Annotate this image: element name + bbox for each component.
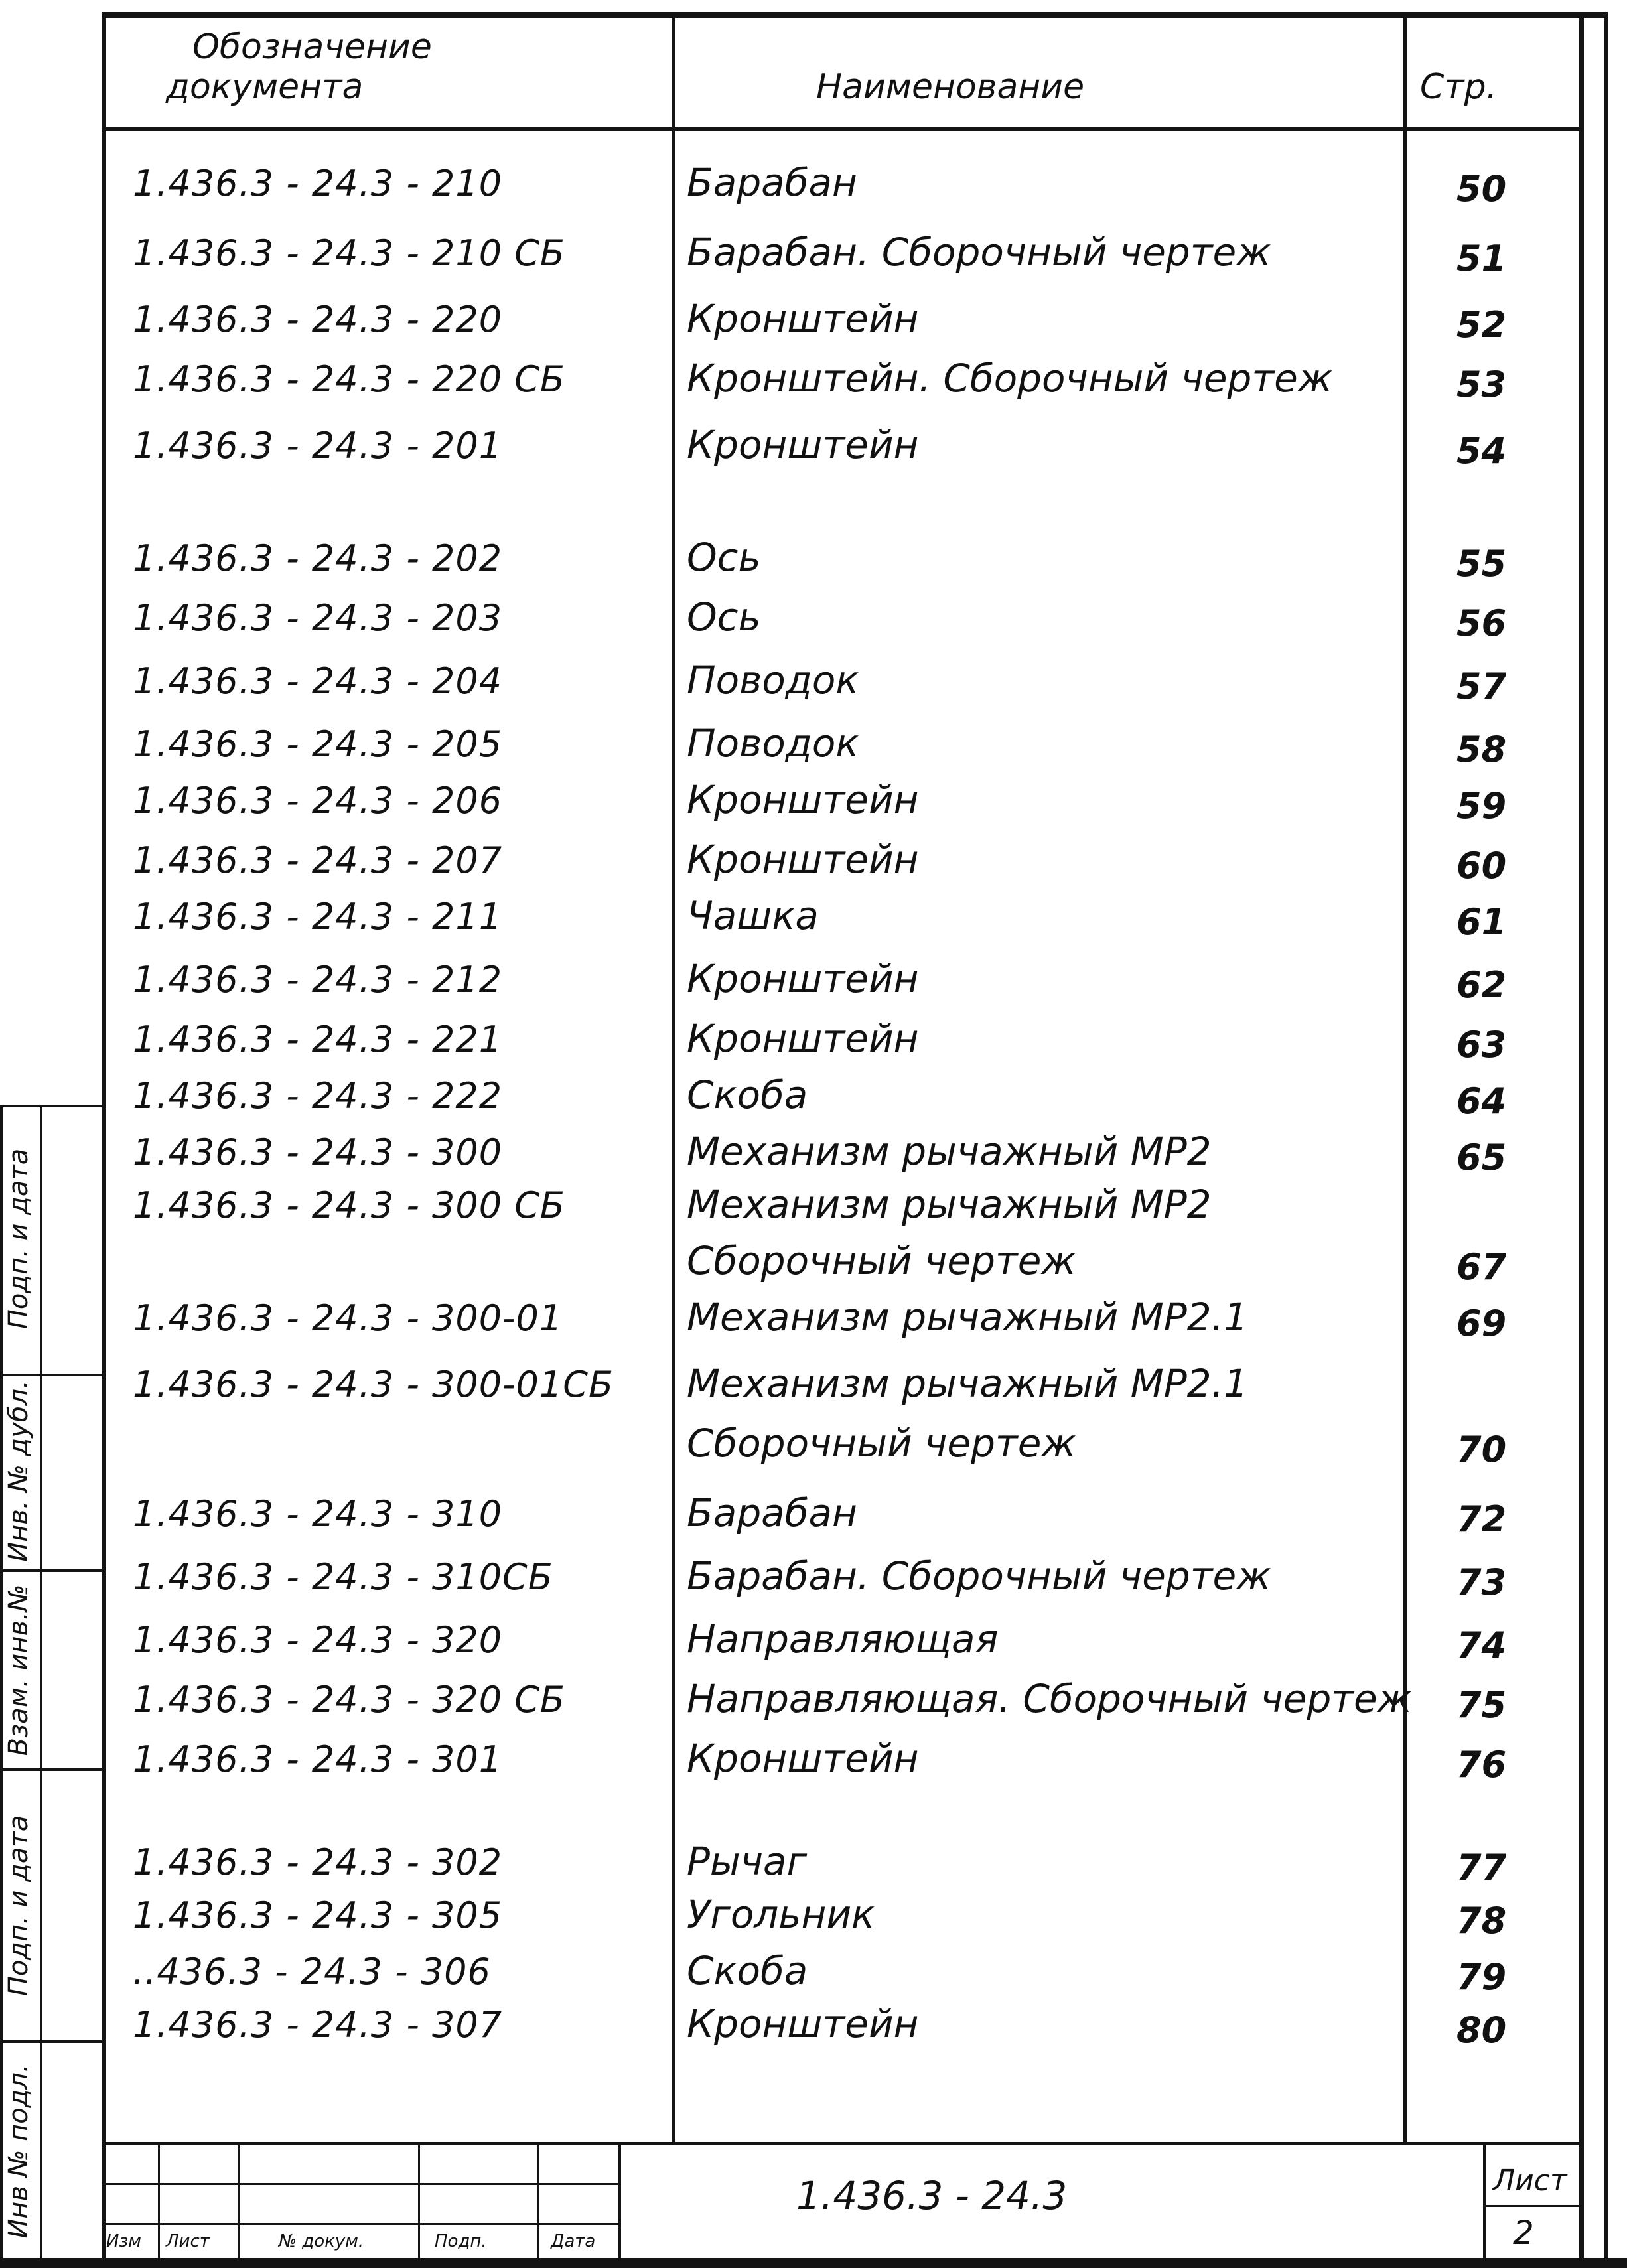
frame-left-line — [102, 12, 106, 2268]
row-name: Кронштейн — [687, 422, 919, 467]
row-page: 78 — [1456, 1900, 1507, 1942]
row-designation: 1.436.3 - 24.3 - 221 — [133, 1019, 503, 1060]
row-designation: 1.436.3 - 24.3 - 302 — [133, 1841, 503, 1883]
row-designation: 1.436.3 - 24.3 - 211 — [133, 896, 503, 938]
row-name: Кронштейн — [687, 1736, 919, 1781]
title-block-vline-2 — [238, 2143, 240, 2259]
row-page: 70 — [1456, 1429, 1507, 1470]
row-name: Барабан. Сборочный чертеж — [687, 230, 1271, 275]
title-block-document-code: 1.436.3 - 24.3 — [796, 2173, 1068, 2218]
row-name: Ось — [687, 535, 761, 580]
title-block-sheet-divider-h — [1483, 2205, 1583, 2207]
row-designation: 1.436.3 - 24.3 - 300-01СБ — [133, 1364, 614, 1405]
column-divider-2 — [1403, 13, 1407, 2143]
row-page: 63 — [1456, 1024, 1507, 1066]
row-page: 50 — [1456, 168, 1507, 210]
row-designation: 1.436.3 - 24.3 - 300-01 — [133, 1297, 563, 1339]
row-page: 75 — [1456, 1684, 1507, 1726]
side-stamp-vzam-inv: Взам. инв.№ — [3, 1584, 34, 1756]
row-page: 51 — [1456, 238, 1507, 279]
title-block-col-data: Дата — [551, 2232, 596, 2251]
row-page: 80 — [1456, 2009, 1507, 2051]
row-designation: 1.436.3 - 24.3 - 222 — [133, 1075, 503, 1117]
title-block-row-line-2 — [103, 2223, 620, 2225]
row-name: Кронштейн — [687, 296, 919, 341]
frame-top-line — [103, 12, 1608, 18]
row-page: 64 — [1456, 1080, 1507, 1122]
row-page: 56 — [1456, 602, 1507, 644]
row-name: Механизм рычажный МР2 — [687, 1182, 1212, 1227]
side-stamp-divider-v — [40, 1105, 42, 2259]
row-name: Угольник — [687, 1892, 875, 1937]
row-page: 69 — [1456, 1303, 1507, 1344]
title-block-vline-3 — [418, 2143, 420, 2259]
side-stamp-inv-dubl: Инв. № дубл. — [3, 1380, 34, 1562]
title-block-vline-4 — [537, 2143, 539, 2259]
title-block-col-list: Лист — [166, 2232, 210, 2251]
row-page: 55 — [1456, 543, 1507, 585]
row-designation: 1.436.3 - 24.3 - 212 — [133, 959, 503, 1001]
row-designation: 1.436.3 - 24.3 - 204 — [133, 660, 503, 702]
row-name: Скоба — [687, 1948, 808, 1993]
row-designation: 1.436.3 - 24.3 - 210 СБ — [133, 232, 565, 274]
row-name: Сборочный чертеж — [687, 1421, 1076, 1466]
row-page: 73 — [1456, 1561, 1507, 1603]
row-designation: 1.436.3 - 24.3 - 305 — [133, 1894, 503, 1936]
row-page: 53 — [1456, 364, 1507, 405]
column-divider-1 — [672, 13, 675, 2143]
row-designation: 1.436.3 - 24.3 - 205 — [133, 723, 503, 765]
row-page: 52 — [1456, 304, 1507, 346]
row-designation: 1.436.3 - 24.3 - 307 — [133, 2004, 503, 2046]
row-name: Чашка — [687, 893, 819, 938]
title-block-vline-5 — [618, 2143, 621, 2259]
row-designation: 1.436.3 - 24.3 - 220 — [133, 299, 503, 340]
side-stamp-podp-data-1: Подп. и дата — [3, 1148, 34, 1330]
row-page: 58 — [1456, 729, 1507, 770]
row-name: Барабан — [687, 160, 857, 205]
row-designation: 1.436.3 - 24.3 - 207 — [133, 839, 503, 881]
row-page: 54 — [1456, 430, 1507, 472]
side-stamp-top-line — [0, 1105, 103, 1107]
row-page: 67 — [1456, 1246, 1507, 1288]
row-designation: 1.436.3 - 24.3 - 301 — [133, 1738, 503, 1780]
row-page: 77 — [1456, 1847, 1507, 1888]
row-designation: 1.436.3 - 24.3 - 320 СБ — [133, 1679, 565, 1721]
row-page: 79 — [1456, 1956, 1507, 1998]
row-designation: 1.436.3 - 24.3 - 201 — [133, 425, 503, 466]
side-stamp-podp-data-2: Подп. и дата — [3, 1815, 34, 1997]
row-page: 72 — [1456, 1498, 1507, 1540]
row-page: 57 — [1456, 666, 1507, 707]
row-name: Барабан — [687, 1490, 857, 1535]
title-block-row-line-1 — [103, 2183, 620, 2185]
header-page: Стр. — [1420, 67, 1498, 107]
row-name: Поводок — [687, 658, 859, 703]
row-designation: 1.436.3 - 24.3 - 310СБ — [133, 1556, 553, 1598]
title-block-sheet-label: Лист — [1493, 2164, 1567, 2198]
side-stamp-inv-podl: Инв № подл. — [3, 2064, 34, 2239]
row-designation: 1.436.3 - 24.3 - 220 СБ — [133, 358, 565, 400]
row-page: 61 — [1456, 901, 1507, 943]
row-designation: 1.436.3 - 24.3 - 300 СБ — [133, 1184, 565, 1226]
title-block-top-line — [103, 2142, 1581, 2145]
row-name: Кронштейн — [687, 1016, 919, 1061]
row-name: Сборочный чертеж — [687, 1238, 1076, 1283]
row-page: 60 — [1456, 845, 1507, 886]
title-block-sheet-number: 2 — [1513, 2214, 1534, 2252]
row-name: Механизм рычажный МР2.1 — [687, 1361, 1249, 1406]
row-name: Кронштейн. Сборочный чертеж — [687, 356, 1333, 401]
header-designation-line1: Обозначение — [192, 27, 432, 67]
row-designation: ..436.3 - 24.3 - 306 — [133, 1951, 491, 1993]
row-name: Механизм рычажный МР2.1 — [687, 1295, 1249, 1340]
row-designation: 1.436.3 - 24.3 - 203 — [133, 597, 503, 639]
row-name: Ось — [687, 595, 761, 640]
frame-bottom-line — [0, 2258, 1627, 2268]
row-page: 62 — [1456, 964, 1507, 1006]
row-name: Направляющая. Сборочный чертеж — [687, 1676, 1412, 1721]
row-designation: 1.436.3 - 24.3 - 206 — [133, 780, 503, 821]
row-page: 76 — [1456, 1744, 1507, 1786]
row-designation: 1.436.3 - 24.3 - 300 — [133, 1131, 503, 1173]
row-name: Кронштейн — [687, 837, 919, 882]
header-designation-line2: документа — [166, 67, 364, 107]
row-name: Кронштейн — [687, 777, 919, 822]
title-block-col-izm: Изм — [106, 2232, 141, 2251]
row-name: Направляющая — [687, 1616, 999, 1662]
row-designation: 1.436.3 - 24.3 - 210 — [133, 163, 503, 204]
header-name: Наименование — [816, 67, 1085, 107]
row-name: Барабан. Сборочный чертеж — [687, 1553, 1271, 1598]
row-name: Механизм рычажный МР2 — [687, 1129, 1212, 1174]
row-designation: 1.436.3 - 24.3 - 310 — [133, 1493, 503, 1535]
title-block-vline-1 — [158, 2143, 160, 2259]
title-block-col-podp: Подп. — [435, 2232, 487, 2251]
row-page: 74 — [1456, 1624, 1507, 1666]
row-name: Кронштейн — [687, 956, 919, 1001]
row-name: Кронштейн — [687, 2001, 919, 2046]
row-page: 65 — [1456, 1137, 1507, 1178]
row-page: 59 — [1456, 785, 1507, 827]
row-designation: 1.436.3 - 24.3 - 202 — [133, 537, 503, 579]
row-designation: 1.436.3 - 24.3 - 320 — [133, 1619, 503, 1661]
header-separator — [103, 127, 1581, 131]
row-name: Рычаг — [687, 1839, 808, 1884]
row-name: Скоба — [687, 1072, 808, 1117]
page-right-edge — [1604, 12, 1608, 2268]
row-name: Поводок — [687, 721, 859, 766]
frame-right-line — [1579, 12, 1584, 2268]
title-block-sheet-divider-v — [1483, 2143, 1486, 2259]
title-block-col-doc: № докум. — [279, 2232, 364, 2251]
